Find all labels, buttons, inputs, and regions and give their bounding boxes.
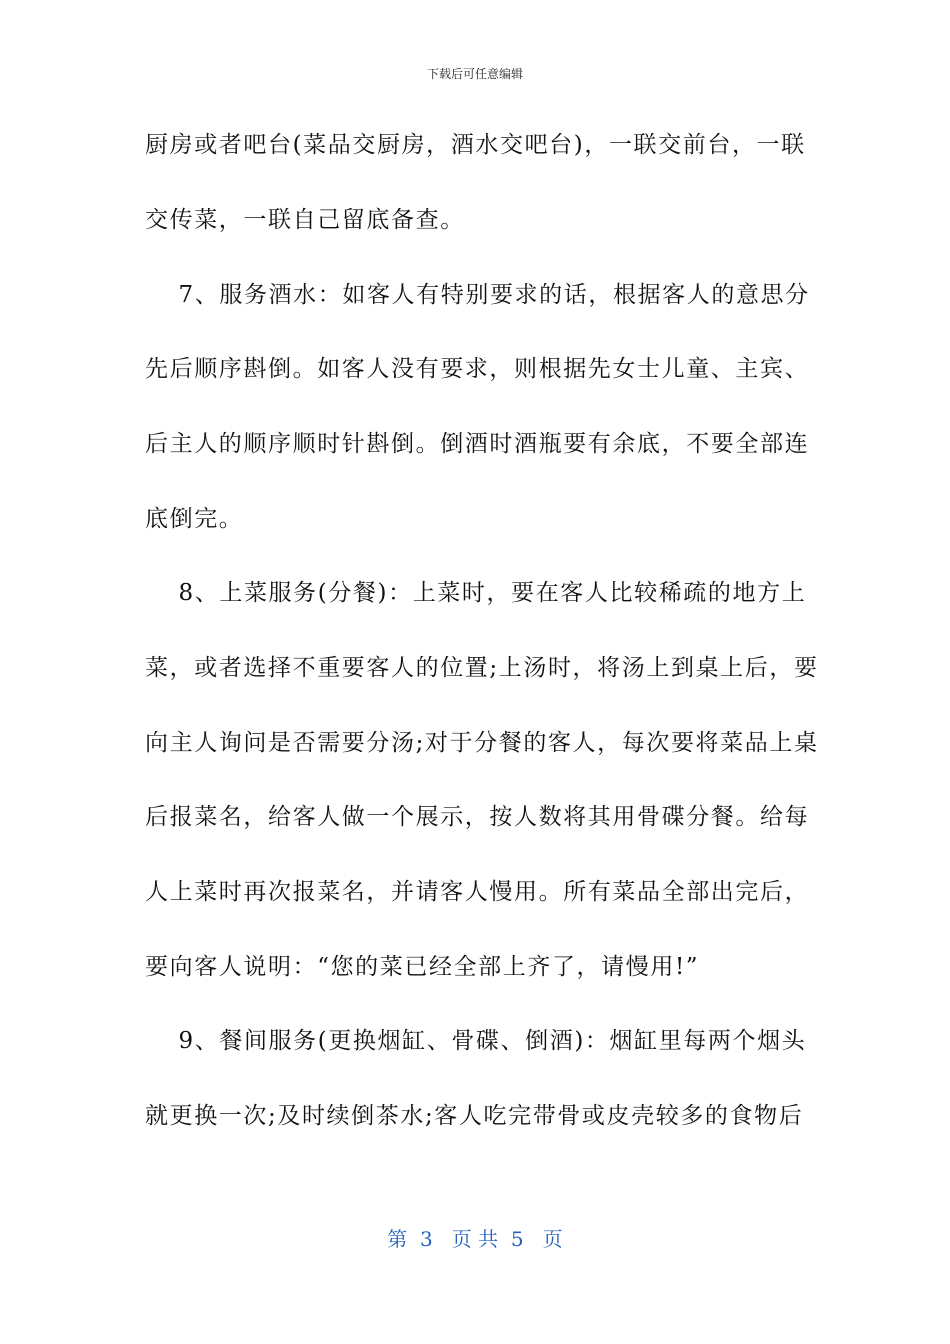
text-line: 7、服务酒水：如客人有特别要求的话，根据客人的意思分 — [145, 282, 810, 308]
page-number-footer: 第 3 页 共 5 页 — [387, 1227, 563, 1251]
text-line: 厨房或者吧台(菜品交厨房，酒水交吧台)，一联交前台，一联 — [145, 132, 806, 158]
text-line: 后报菜名，给客人做一个展示，按人数将其用骨碟分餐。给每 — [145, 804, 810, 830]
text-line: 就更换一次;及时续倒茶水;客人吃完带骨或皮壳较多的食物后 — [145, 1103, 804, 1129]
page-header: 下载后可任意编辑 — [426, 67, 523, 81]
text-line: 人上菜时再次报菜名，并请客人慢用。所有菜品全部出完后， — [145, 879, 810, 905]
text-line: 交传菜，一联自己留底备查。 — [145, 207, 465, 233]
text-line: 先后顺序斟倒。如客人没有要求，则根据先女士儿童、主宾、 — [145, 356, 810, 382]
text-line: 要向客人说明：“您的菜已经全部上齐了，请慢用!” — [145, 954, 700, 980]
text-line: 向主人询问是否需要分汤;对于分餐的客人，每次要将菜品上桌 — [145, 730, 819, 756]
text-line: 8、上菜服务(分餐)：上菜时，要在客人比较稀疏的地方上 — [145, 580, 807, 606]
text-line: 9、餐间服务(更换烟缸、骨碟、倒酒)：烟缸里每两个烟头 — [145, 1028, 807, 1054]
text-line: 底倒完。 — [145, 506, 244, 532]
text-line: 后主人的顺序顺时针斟倒。倒酒时酒瓶要有余底，不要全部连 — [145, 431, 810, 457]
text-line: 菜，或者选择不重要客人的位置;上汤时，将汤上到桌上后，要 — [145, 655, 819, 681]
